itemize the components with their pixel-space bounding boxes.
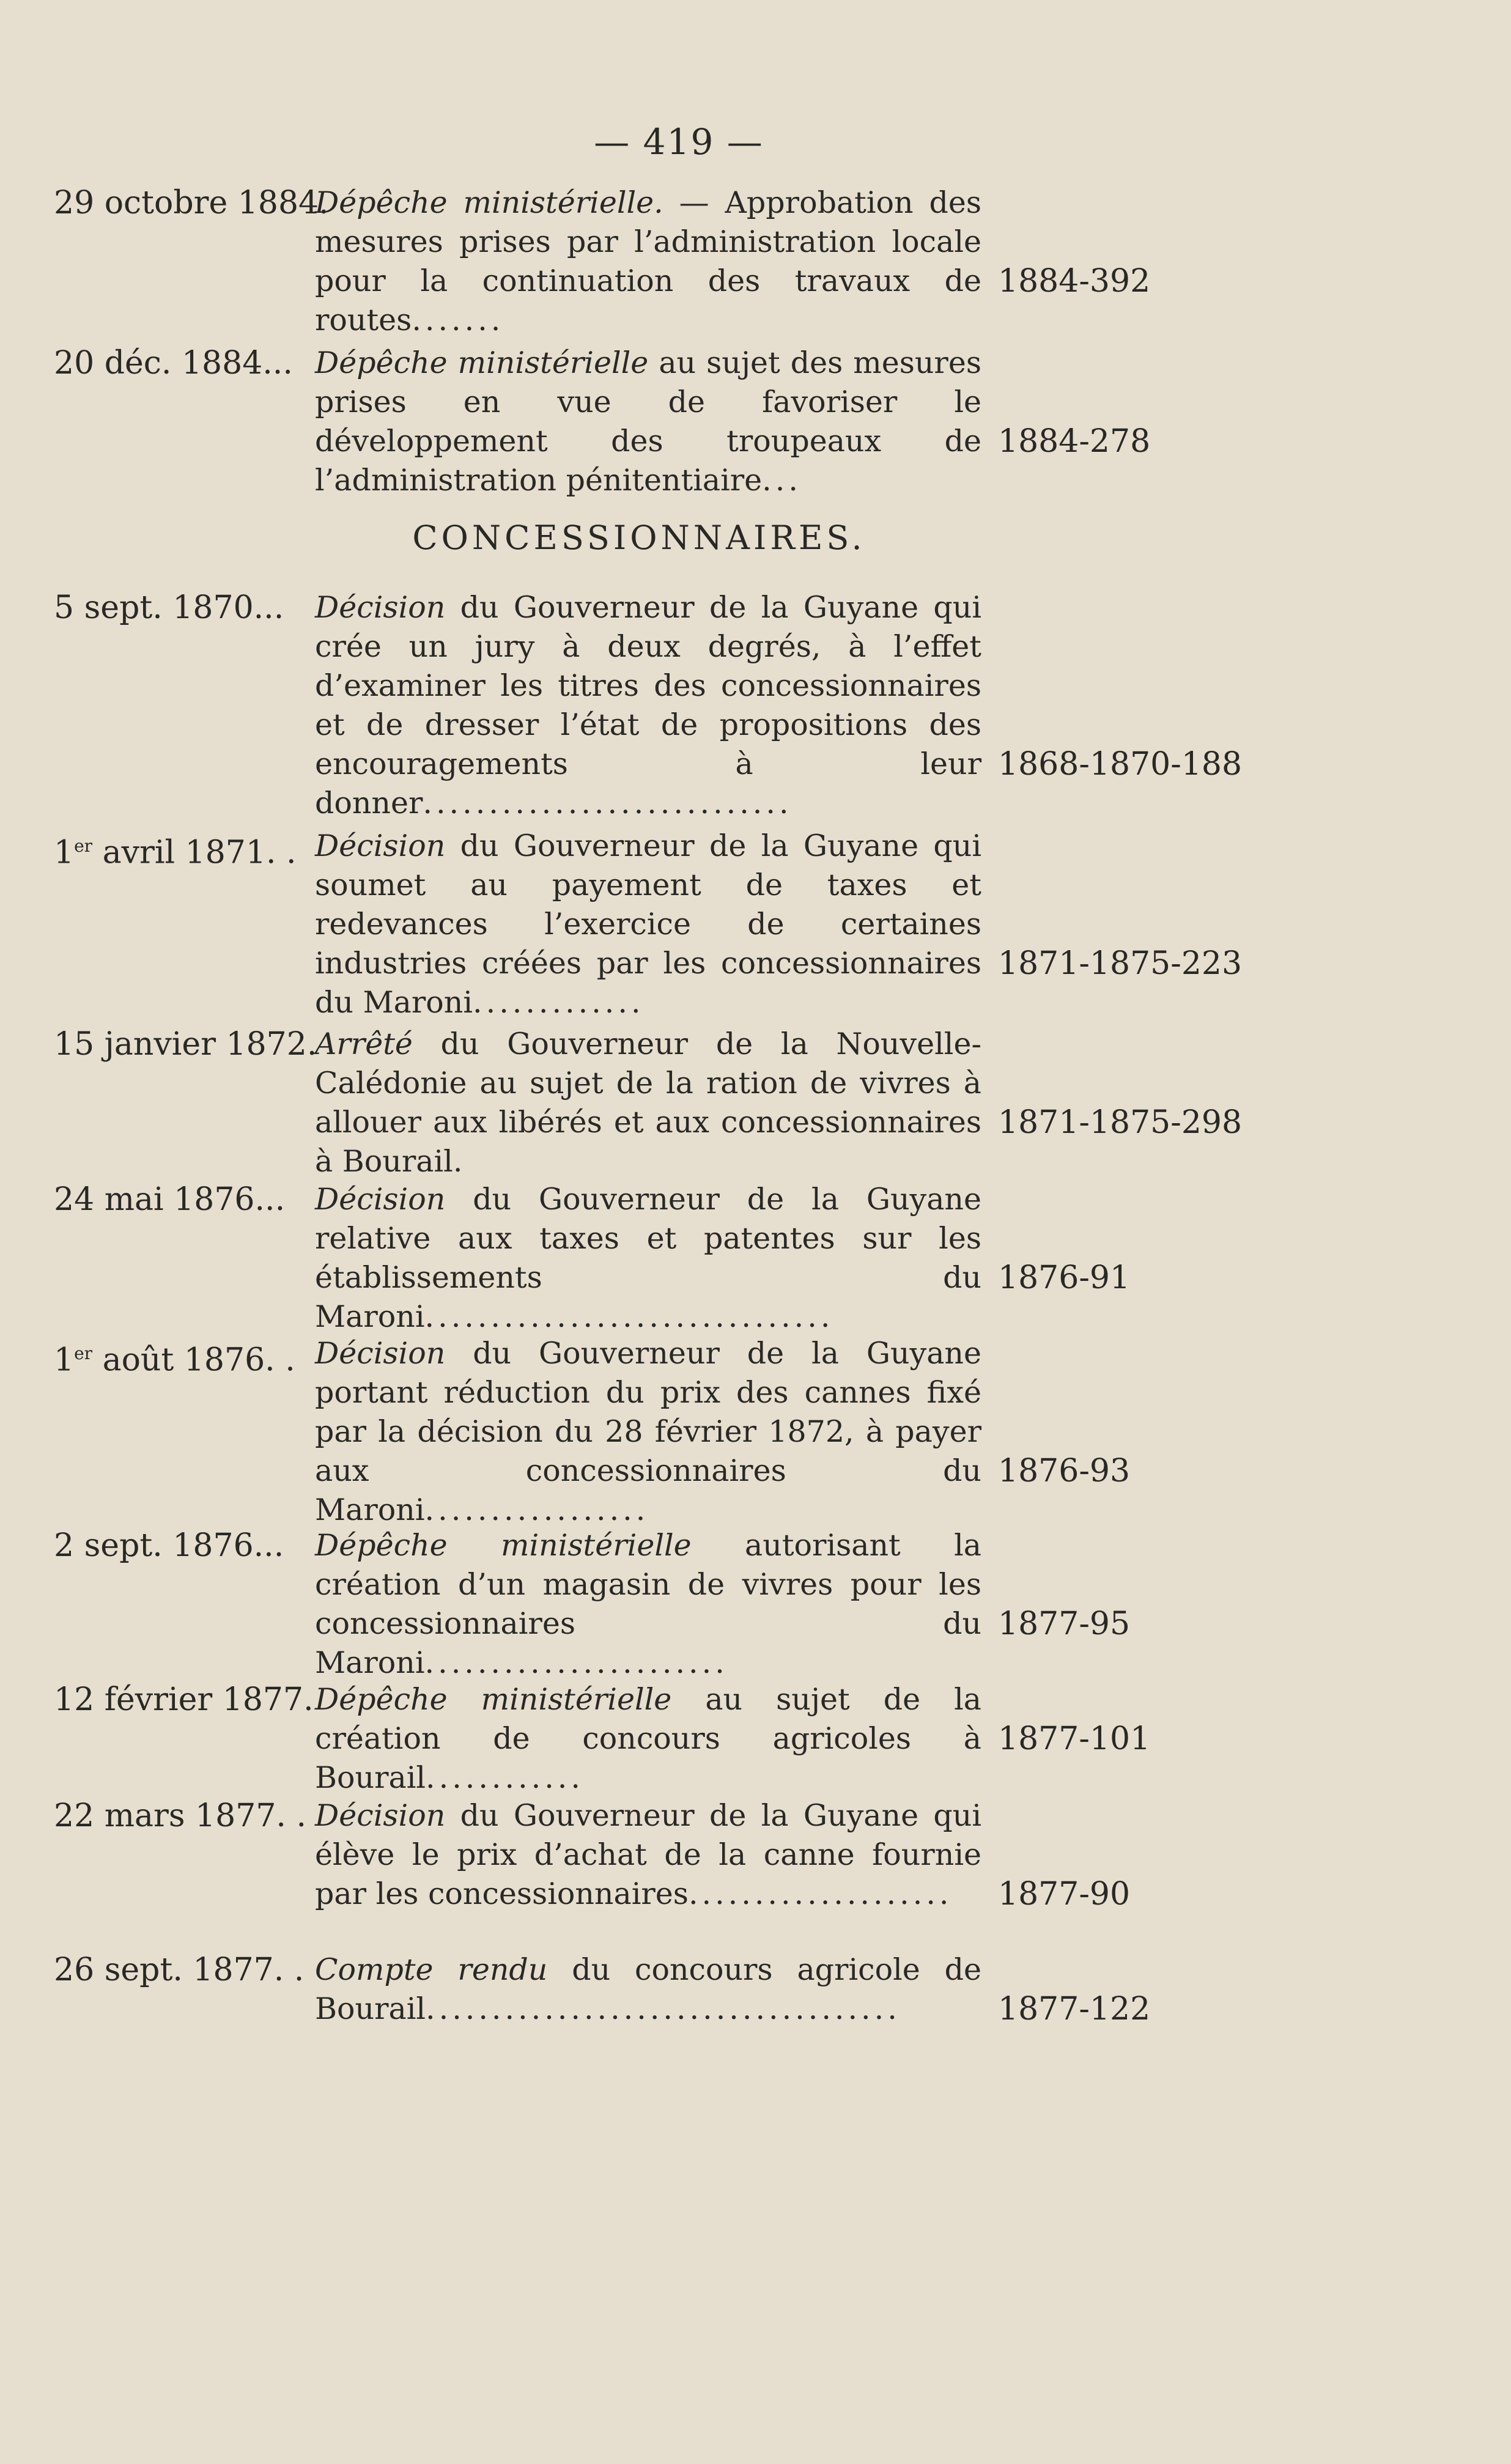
entry-reference: 1876-91 [998, 1260, 1131, 1296]
entry-date: 24 mai 1876... [54, 1181, 286, 1218]
entry-description: au sujet des mesures prises en vue de favoriser le développement des troupeaux de l’administration pénitentiaire [315, 345, 982, 498]
entry-lead: Arrêté [315, 1027, 413, 1061]
entry-lead: Dépêche ministérielle [315, 1528, 692, 1563]
entry-description: du Gouverneur de la Guyane portant réduction du prix des cannes fixé par la décision du 28 février 1872, à payer aux concessionnaires du Maroni [315, 1336, 981, 1527]
entry-date: 26 sept. 1877. . [54, 1952, 305, 1988]
entry-date [54, 1334, 311, 1379]
entry-description: du concours agricole de Bourail [315, 1952, 982, 2026]
entry-date: 2 sept. 1876... [54, 1527, 284, 1564]
section-heading: CONCESSIONNAIRES. [412, 518, 866, 557]
entry-description: du Gouverneur de la Guyane qui crée un jury à deux degrés, à l’effet d’examiner les titres des concessionnaires et de dresser l’état de propositions des encouragements à leur donner [315, 590, 981, 821]
entry-lead: Dépêche ministérielle [315, 1682, 672, 1717]
entry-date: 5 sept. 1870... [54, 589, 284, 626]
entry-text [315, 1680, 981, 1798]
entry-date: 20 déc. 1884... [54, 345, 293, 382]
entry-text [315, 588, 981, 823]
entry-reference: 1871-1875-223 [998, 945, 1243, 982]
entry-text [315, 183, 981, 340]
dot-leader: ............. [473, 985, 645, 1020]
dot-leader: ................. [424, 1492, 649, 1527]
entry-description: du Gouverneur de la Nouvelle-Calédonie au sujet de la ration de vivres à allouer aux libérés et aux concessionnaires à Bourail. [315, 1027, 981, 1179]
dot-leader: ............................ [423, 786, 792, 821]
entry-text [315, 1025, 981, 1181]
entry-description: — Approbation des mesures prises par l’administration locale pour la continuation des travaux de routes [315, 185, 981, 338]
entry-reference: 1871-1875-298 [998, 1104, 1243, 1141]
date-rest: août 1876. . [92, 1341, 295, 1379]
entry-text [315, 827, 981, 1022]
entry-date [54, 827, 311, 872]
entry-date: 12 février 1877. [54, 1681, 314, 1718]
entry-lead: Dépêche ministérielle [315, 345, 649, 380]
entry-date: 29 octobre 1884. [54, 185, 329, 221]
entry-text [315, 1950, 981, 2029]
date-ordinal: er [74, 836, 93, 856]
entry-reference: 1877-95 [998, 1606, 1131, 1642]
entry-reference: 1884-278 [998, 423, 1151, 460]
entry-lead: Décision [315, 590, 446, 625]
entry-reference: 1877-90 [998, 1876, 1131, 1913]
entry-reference: 1877-122 [998, 1991, 1151, 2027]
dot-leader: ....... [412, 303, 504, 338]
entry-description: au sujet de la création de concours agricoles à Bourail [315, 1682, 981, 1795]
entry-reference: 1876-93 [998, 1453, 1131, 1489]
dot-leader: .................... [688, 1876, 953, 1911]
entry-text [315, 1180, 981, 1337]
entry-lead: Compte rendu [315, 1952, 548, 1987]
dot-leader: ............ [426, 1760, 584, 1795]
entry-description: du Gouverneur de la Guyane qui élève le prix d’achat de la canne fournie par les concessionnaires [315, 1798, 981, 1911]
entry-reference: 1877-101 [998, 1721, 1151, 1757]
date-ordinal: er [74, 1343, 93, 1363]
dot-leader: .................................... [426, 1991, 901, 2026]
entry-lead: Décision [315, 828, 446, 863]
date-day: 1 [54, 834, 75, 871]
dot-leader: ............................... [424, 1299, 834, 1334]
entry-description: du Gouverneur de la Guyane qui soumet au payement de taxes et redevances l’exercice de certaines industries créées par les concessionnaires du Maroni [315, 828, 981, 1020]
entry-description: du Gouverneur de la Guyane relative aux taxes et patentes sur les établissements du Maroni [315, 1182, 981, 1334]
dot-leader: ....................... [424, 1645, 728, 1680]
entry-text [315, 1334, 981, 1530]
entry-text [315, 1526, 981, 1683]
page-number: — 419 — [594, 121, 764, 163]
entry-lead: Décision [315, 1798, 446, 1833]
entry-date: 15 janvier 1872. [54, 1026, 317, 1063]
entry-text [315, 1796, 981, 1914]
entry-text [315, 344, 981, 500]
entry-description: autorisant la création d’un magasin de vivres pour les concessionnaires du Maroni [315, 1528, 981, 1680]
entry-lead: Dépêche ministérielle. [315, 185, 663, 220]
date-day: 1 [54, 1341, 75, 1379]
dot-leader: ... [762, 463, 802, 498]
entry-reference: 1884-392 [998, 263, 1151, 300]
entry-lead: Décision [315, 1182, 446, 1217]
entry-date: 22 mars 1877. . [54, 1798, 307, 1834]
entry-reference: 1868-1870-188 [998, 746, 1243, 783]
date-rest: avril 1871. . [92, 834, 297, 871]
entry-lead: Décision [315, 1336, 446, 1371]
